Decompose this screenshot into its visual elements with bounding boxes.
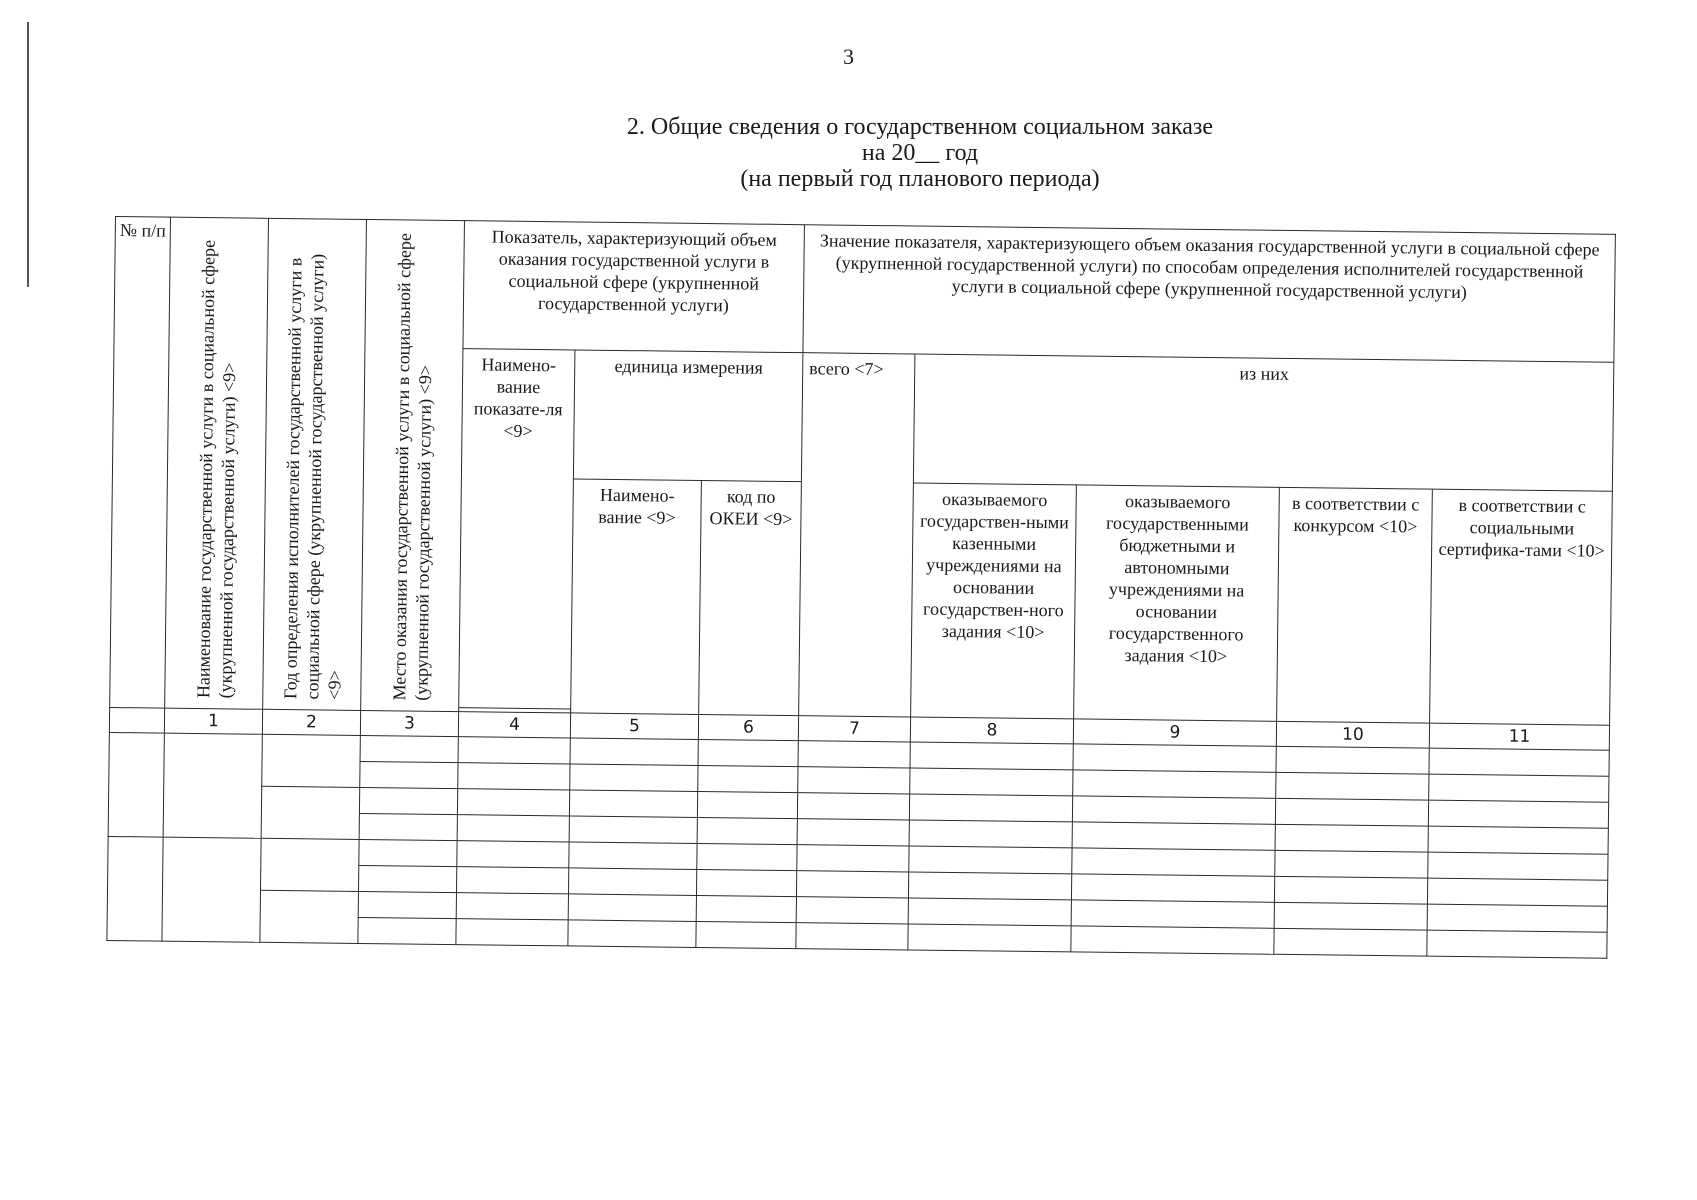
- table-cell: [797, 819, 909, 846]
- table-cell: [1428, 852, 1608, 880]
- column-number: 7: [798, 716, 910, 742]
- table-cell: [359, 813, 457, 840]
- table-cell: [358, 891, 456, 918]
- table-cell: [456, 893, 568, 920]
- table-cell: [1072, 796, 1275, 824]
- header-indicator-name: Наимено-вание показате-ля <9>: [459, 349, 575, 709]
- table-cell: [1276, 746, 1429, 774]
- table-cell: [359, 787, 457, 814]
- page-number: 3: [843, 44, 854, 69]
- table-cell: [1275, 798, 1428, 826]
- table-cell: [569, 842, 697, 870]
- header-sub-9: оказываемого государственными бюджетными и автономными учреждениями на основании государственного задания <10>: [1074, 484, 1280, 721]
- column-number: 5: [570, 713, 698, 740]
- table-cell: [568, 868, 696, 896]
- header-indicator-group: Показатель, характеризующий объем оказания государственной услуги в социальной сфере (укрупненной государственной услуги): [463, 221, 804, 353]
- column-number-blank: [109, 707, 164, 733]
- table-cell: [568, 920, 696, 948]
- table-cell: [1274, 902, 1427, 930]
- header-no-label: № п/п: [119, 220, 166, 241]
- table-cell: [457, 789, 569, 816]
- table-cell: [798, 767, 910, 794]
- table-cell: [261, 786, 360, 839]
- table-cell: [1429, 774, 1609, 802]
- title-line-1: 2. Общие сведения о государственном социальном заказе: [626, 114, 1214, 140]
- header-place: [361, 219, 465, 711]
- table-cell: [1428, 826, 1608, 854]
- table-cell: [698, 739, 798, 766]
- column-number: 4: [458, 712, 570, 738]
- header-place-label: Место оказания государственной услуги в социальной сфере (укрупненной государственной услуги) <9>: [388, 232, 435, 701]
- table-cell: [697, 791, 797, 818]
- header-service-name: [165, 217, 269, 709]
- table-cell: [1427, 904, 1607, 932]
- table-cell: [569, 790, 697, 818]
- table-cell: [796, 871, 908, 898]
- column-number: 6: [698, 714, 798, 740]
- table-cell: [359, 865, 457, 892]
- table-cell: [1072, 848, 1275, 876]
- table-cell: [1274, 928, 1427, 956]
- table-cell: [359, 839, 457, 866]
- title-line-3: (на первый год планового периода): [740, 166, 1100, 192]
- table-cell: [910, 742, 1073, 770]
- table-cell: [107, 836, 163, 941]
- column-number: 8: [910, 717, 1073, 744]
- table-cell: [909, 820, 1072, 848]
- column-number: 10: [1276, 721, 1429, 748]
- header-value-group: Значение показателя, характеризующего объем оказания государственной услуги в социальной сфере (укрупненной государственной услуги) по способам определения исполнителей государственной услуги в социальной сфере (укрупненной государственной услуги): [803, 225, 1616, 363]
- column-number: 3: [360, 710, 458, 736]
- table-cell: [796, 897, 908, 924]
- header-total: всего <7>: [799, 353, 915, 717]
- social-order-table: [106, 216, 1614, 959]
- header-unit-code: код по ОКЕИ <9>: [699, 480, 802, 716]
- table-cell: [360, 761, 458, 788]
- table-cell: [697, 817, 797, 844]
- table-cell: [1429, 748, 1609, 776]
- table-cell: [457, 841, 569, 868]
- header-sub-10: в соответствии с конкурсом <10>: [1277, 487, 1433, 723]
- table-cell: [1071, 900, 1274, 928]
- header-service-name-label: Наименование государственной услуги в социальной сфере (укрупненной государственной услуги) <9>: [192, 239, 239, 699]
- table-cell: [568, 894, 696, 922]
- table-cell: [163, 733, 262, 838]
- header-unit-name: Наимено-вание <9>: [571, 478, 702, 714]
- table-cell: [360, 735, 458, 762]
- table-cell: [910, 768, 1073, 796]
- table-cell: [1428, 800, 1608, 828]
- table-cell: [570, 738, 698, 766]
- table-cell: [798, 741, 910, 768]
- table-cell: [1427, 930, 1607, 958]
- header-sub-8: оказываемого государствен-ными казенными учреждениями на основании государствен-ного задания <10>: [911, 482, 1077, 718]
- column-number: 9: [1073, 719, 1276, 746]
- table-cell: [1071, 926, 1274, 954]
- table-cell: [696, 869, 796, 896]
- table-cell: [260, 890, 359, 943]
- table-cell: [457, 815, 569, 842]
- header-of-them: из них: [913, 354, 1614, 491]
- table-cell: [1276, 772, 1429, 800]
- header-year: [263, 218, 367, 710]
- table-cell: [698, 765, 798, 792]
- table-cell: [1275, 850, 1428, 878]
- table-cell: [697, 843, 797, 870]
- column-number: 2: [262, 709, 360, 735]
- table-cell: [696, 921, 796, 948]
- table-cell: [908, 898, 1071, 926]
- table-cell: [797, 845, 909, 872]
- column-number: 11: [1429, 723, 1609, 750]
- header-no: [110, 217, 171, 709]
- table-cell: [456, 867, 568, 894]
- table-cell: [456, 919, 568, 946]
- table-cell: [1275, 824, 1428, 852]
- table-cell: [1073, 744, 1276, 772]
- table-cell: [570, 764, 698, 792]
- header-year-label: Год определения исполнителей государственной услуги в социальной сфере (укрупненной государственной услуги) <9>: [279, 253, 345, 700]
- table-cell: [358, 917, 456, 944]
- table-cell: [1072, 822, 1275, 850]
- table-cell: [162, 837, 261, 942]
- table-cell: [797, 793, 909, 820]
- table-cell: [696, 895, 796, 922]
- table-cell: [108, 732, 164, 837]
- table-cell: [909, 794, 1072, 822]
- table-cell: [262, 734, 361, 787]
- table-cell: [908, 872, 1071, 900]
- table-cell: [458, 737, 570, 764]
- table-cell: [909, 846, 1072, 874]
- table-cell: [908, 924, 1071, 952]
- table-cell: [261, 838, 360, 891]
- title-line-2: на 20__ год: [861, 140, 979, 166]
- table-cell: [1071, 874, 1274, 902]
- table-cell: [796, 923, 908, 950]
- column-number: 1: [164, 708, 262, 734]
- table-cell: [458, 763, 570, 790]
- table-cell: [569, 816, 697, 844]
- header-sub-11: в соответствии с социальными сертифика-тами <10>: [1430, 489, 1613, 726]
- table-cell: [1427, 878, 1607, 906]
- section-title: [420, 114, 1420, 192]
- table-cell: [1073, 770, 1276, 798]
- table-cell: [1274, 876, 1427, 904]
- header-unit: единица измерения: [573, 350, 803, 481]
